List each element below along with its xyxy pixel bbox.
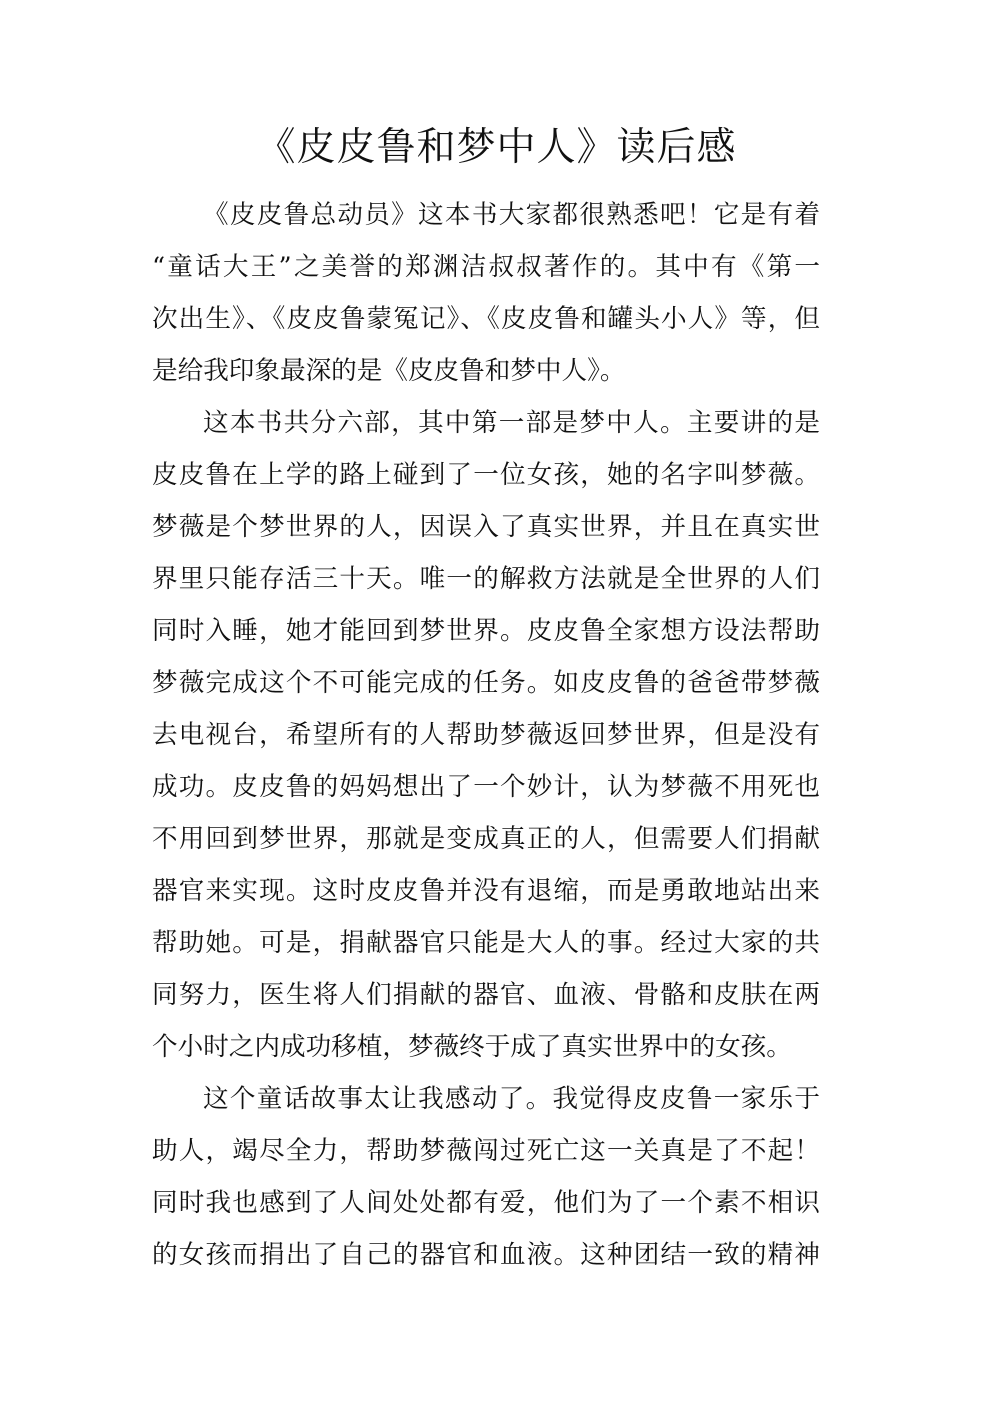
paragraph-2 — [152, 397, 820, 1073]
text-line: 同时入睡，她才能回到梦世界。皮皮鲁全家想方设法帮助 — [152, 616, 820, 646]
text-line: 个小时之内成功移植，梦薇终于成了真实世界中的女孩。 — [152, 1032, 792, 1062]
text-line: 这个童话故事太让我感动了。我觉得皮皮鲁一家乐于 — [203, 1084, 820, 1114]
text-line: 不用回到梦世界，那就是变成真正的人，但需要人们捐献 — [152, 824, 820, 854]
text-line: 成功。皮皮鲁的妈妈想出了一个妙计，认为梦薇不用死也 — [152, 772, 820, 802]
document-title: 《皮皮鲁和梦中人》读后感 — [256, 125, 737, 170]
paragraph-1 — [152, 189, 820, 397]
text-line: 同时我也感到了人间处处都有爱，他们为了一个素不相识 — [152, 1188, 820, 1218]
text-line: 器官来实现。这时皮皮鲁并没有退缩，而是勇敢地站出来 — [152, 876, 820, 906]
text-line: 的女孩而捐出了自己的器官和血液。这种团结一致的精神 — [152, 1240, 820, 1270]
text-line: 皮皮鲁在上学的路上碰到了一位女孩，她的名字叫梦薇。 — [152, 460, 820, 490]
text-line: 是给我印象最深的是《皮皮鲁和梦中人》。 — [152, 356, 626, 386]
text-line: 助人，竭尽全力，帮助梦薇闯过死亡这一关真是了不起！ — [152, 1136, 820, 1166]
text-line: 这本书共分六部，其中第一部是梦中人。主要讲的是 — [203, 408, 820, 438]
text-line: 《皮皮鲁总动员》这本书大家都很熟悉吧！它是有着 — [203, 200, 820, 230]
text-line: 次出生》、《皮皮鲁蒙冤记》、《皮皮鲁和罐头小人》等，但 — [152, 304, 820, 334]
text-line: 同努力，医生将人们捐献的器官、血液、骨骼和皮肤在两 — [152, 980, 820, 1010]
paragraph-3 — [152, 1073, 820, 1281]
document-body — [152, 189, 820, 1281]
text-line: 梦薇是个梦世界的人，因误入了真实世界，并且在真实世 — [152, 512, 820, 542]
text-line: 帮助她。可是，捐献器官只能是大人的事。经过大家的共 — [152, 928, 820, 958]
text-line: 去电视台，希望所有的人帮助梦薇返回梦世界，但是没有 — [152, 720, 820, 750]
text-line: 梦薇完成这个不可能完成的任务。如皮皮鲁的爸爸带梦薇 — [152, 668, 820, 698]
text-line: “童话大王”之美誉的郑渊洁叔叔著作的。其中有《第一 — [152, 252, 820, 282]
text-line: 界里只能存活三十天。唯一的解救方法就是全世界的人们 — [152, 564, 820, 594]
